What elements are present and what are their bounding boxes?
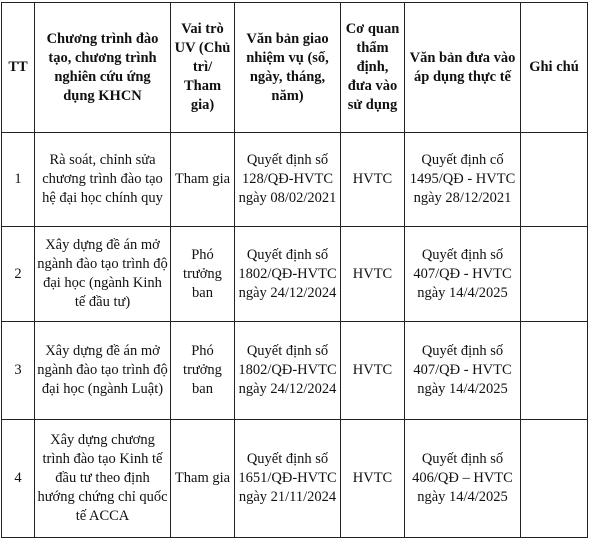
- cell-program: Xây dựng đề án mở ngành đào tạo trình độ đại học (ngành Luật): [35, 322, 171, 420]
- cell-tt: 2: [2, 227, 35, 322]
- cell-applied: Quyết định cố 1495/QĐ - HVTC ngày 28/12/2021: [405, 133, 521, 227]
- cell-agency: HVTC: [341, 420, 405, 538]
- cell-program: Xây dựng chương trình đào tạo Kinh tế đầu tư theo định hướng chứng chỉ quốc tế ACCA: [35, 420, 171, 538]
- cell-tt: 4: [2, 420, 35, 538]
- cell-note: [521, 420, 588, 538]
- cell-program: Xây dựng đề án mở ngành đào tạo trình độ đại học (ngành Kinh tế đầu tư): [35, 227, 171, 322]
- header-program: Chương trình đào tạo, chương trình nghiên cứu ứng dụng KHCN: [35, 3, 171, 133]
- table-row: [2, 133, 588, 227]
- cell-role: Phó trưởng ban: [171, 227, 235, 322]
- header-note: Ghi chú: [521, 3, 588, 133]
- cell-applied: Quyết định số 407/QĐ - HVTC ngày 14/4/2025: [405, 322, 521, 420]
- cell-role: Tham gia: [171, 420, 235, 538]
- cell-tt: 1: [2, 133, 35, 227]
- cell-note: [521, 133, 588, 227]
- table-row: [2, 227, 588, 322]
- header-agency: Cơ quan thẩm định, đưa vào sử dụng: [341, 3, 405, 133]
- header-tt: TT: [2, 3, 35, 133]
- cell-agency: HVTC: [341, 227, 405, 322]
- cell-role: Tham gia: [171, 133, 235, 227]
- header-applied: Văn bản đưa vào áp dụng thực tế: [405, 3, 521, 133]
- header-role: Vai trò UV (Chủ trì/ Tham gia): [171, 3, 235, 133]
- header-assignment: Văn bản giao nhiệm vụ (số, ngày, tháng, năm): [235, 3, 341, 133]
- table-header-row: [2, 3, 588, 133]
- cell-assignment: Quyết định số 1802/QĐ-HVTC ngày 24/12/2024: [235, 322, 341, 420]
- table-row: [2, 420, 588, 538]
- cell-program: Rà soát, chỉnh sửa chương trình đào tạo hệ đại học chính quy: [35, 133, 171, 227]
- cell-note: [521, 322, 588, 420]
- cell-assignment: Quyết định số 128/QĐ-HVTC ngày 08/02/2021: [235, 133, 341, 227]
- cell-applied: Quyết định số 407/QĐ - HVTC ngày 14/4/2025: [405, 227, 521, 322]
- cell-note: [521, 227, 588, 322]
- cell-tt: 3: [2, 322, 35, 420]
- cell-role: Phó trưởng ban: [171, 322, 235, 420]
- cell-agency: HVTC: [341, 133, 405, 227]
- cell-agency: HVTC: [341, 322, 405, 420]
- cell-applied: Quyết định số 406/QĐ – HVTC ngày 14/4/2025: [405, 420, 521, 538]
- table-row: [2, 322, 588, 420]
- document-table: [1, 2, 588, 538]
- cell-assignment: Quyết định số 1651/QĐ-HVTC ngày 21/11/2024: [235, 420, 341, 538]
- cell-assignment: Quyết định số 1802/QĐ-HVTC ngày 24/12/2024: [235, 227, 341, 322]
